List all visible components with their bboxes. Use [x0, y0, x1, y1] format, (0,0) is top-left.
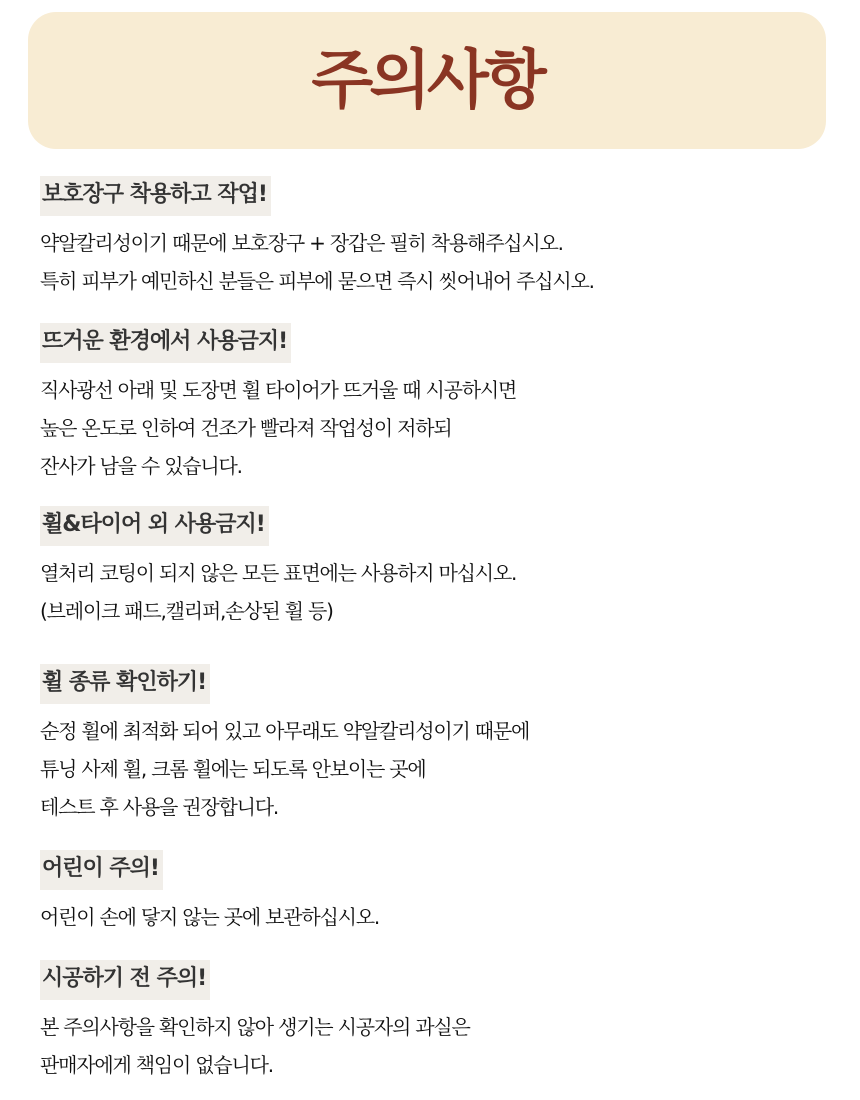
section-before-application [40, 960, 830, 1084]
section-children-caution [40, 850, 830, 936]
body-line: (브레이크 패드,캘리퍼,손상된 휠 등) [40, 599, 333, 623]
section-check-wheel-type [40, 664, 830, 826]
body-line: 열처리 코팅이 되지 않은 모든 표면에는 사용하지 마십시오. [40, 561, 517, 585]
section-wheel-tire-only [40, 506, 830, 630]
section-heading: 휠 종류 확인하기! [40, 664, 210, 704]
section-heading: 시공하기 전 주의! [40, 960, 210, 1000]
section-protective-gear [40, 176, 830, 300]
section-heading: 보호장구 착용하고 작업! [40, 176, 271, 216]
body-line: 판매자에게 책임이 없습니다. [40, 1053, 273, 1077]
title-banner [28, 12, 826, 149]
section-heading: 휠&타이어 외 사용금지! [40, 506, 269, 546]
body-line: 순정 휠에 최적화 되어 있고 아무래도 약알칼리성이기 때문에 [40, 719, 530, 743]
body-line: 약알칼리성이기 때문에 보호장구 + 장갑은 필히 착용해주십시오. [40, 231, 563, 255]
body-line: 테스트 후 사용을 권장합니다. [40, 795, 279, 819]
section-hot-environment [40, 323, 830, 485]
page-title: 주의사항 [311, 43, 543, 118]
body-line: 직사광선 아래 및 도장면 휠 타이어가 뜨거울 때 시공하시면 [40, 378, 517, 402]
body-line: 본 주의사항을 확인하지 않아 생기는 시공자의 과실은 [40, 1015, 470, 1039]
body-line: 높은 온도로 인하여 건조가 빨라져 작업성이 저하되 [40, 416, 452, 440]
body-line: 특히 피부가 예민하신 분들은 피부에 묻으면 즉시 씻어내어 주십시오. [40, 269, 594, 293]
body-line: 어린이 손에 닿지 않는 곳에 보관하십시오. [40, 905, 379, 929]
body-line: 튜닝 사제 휠, 크롬 휠에는 되도록 안보이는 곳에 [40, 757, 426, 781]
section-heading: 어린이 주의! [40, 850, 163, 890]
body-line: 잔사가 남을 수 있습니다. [40, 454, 242, 478]
section-heading: 뜨거운 환경에서 사용금지! [40, 323, 291, 363]
